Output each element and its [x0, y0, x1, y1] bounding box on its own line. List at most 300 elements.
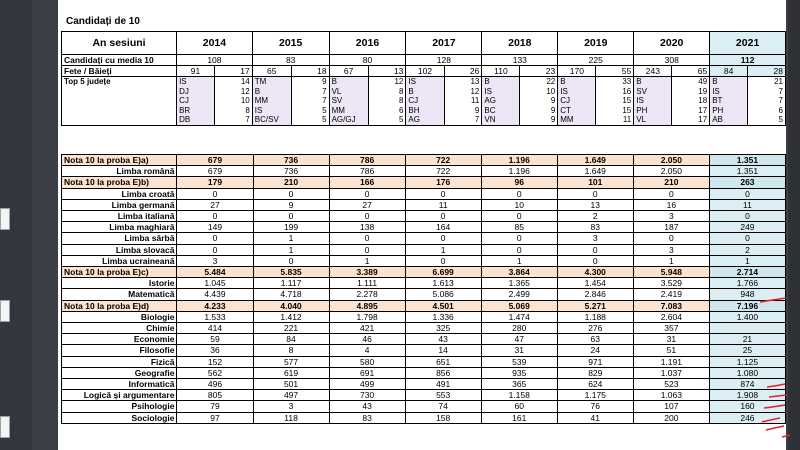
county-count: 8 — [214, 106, 252, 116]
value-cell: 496 — [177, 379, 253, 390]
girls-cell: 67 — [329, 66, 368, 77]
table-row — [62, 66, 786, 77]
subject-row — [62, 356, 786, 367]
county-count: 13 — [444, 77, 482, 87]
county-code: CJ — [406, 96, 444, 106]
value-cell: 276 — [557, 323, 633, 334]
county-code: IS — [177, 77, 215, 87]
county-count: 10 — [214, 96, 252, 106]
value-cell: 27 — [329, 199, 405, 210]
county-count: 9 — [444, 106, 482, 116]
value-cell: 2.419 — [633, 289, 709, 300]
county-count: 9 — [520, 96, 558, 106]
county-count: 15 — [596, 96, 634, 106]
subject-row — [62, 166, 786, 177]
county-count: 11 — [444, 96, 482, 106]
subject-row — [62, 401, 786, 412]
row-label: Limba slovacă — [62, 244, 177, 255]
value-cell: 1 — [481, 255, 557, 266]
value-cell: 0 — [253, 255, 329, 266]
value-cell: 9 — [253, 199, 329, 210]
value-cell: 41 — [557, 412, 633, 423]
value-cell: 1.191 — [633, 356, 709, 367]
county-count: 8 — [368, 96, 406, 106]
value-cell: 160 — [709, 401, 785, 412]
value-cell: 4.439 — [177, 289, 253, 300]
county-code: PH — [710, 106, 748, 116]
county-count: 7 — [291, 87, 329, 97]
girls-cell: 170 — [558, 66, 596, 77]
county-count: 12 — [444, 87, 482, 97]
value-cell: 1.400 — [709, 311, 785, 322]
county-code: SV — [329, 96, 368, 106]
value-cell: 3 — [633, 211, 709, 222]
value-cell: 51 — [633, 345, 709, 356]
girls-cell: 65 — [252, 66, 291, 77]
value-cell: 249 — [709, 222, 785, 233]
value-cell: 5.484 — [177, 267, 253, 278]
county-code: BH — [406, 106, 444, 116]
value-cell: 0 — [329, 211, 405, 222]
value-cell: 21 — [709, 334, 785, 345]
value-cell: 166 — [329, 177, 405, 188]
media10-cell: 80 — [329, 55, 406, 66]
value-cell: 805 — [177, 390, 253, 401]
value-cell: 730 — [329, 390, 405, 401]
value-cell: 0 — [177, 211, 253, 222]
value-cell: 8 — [253, 345, 329, 356]
value-cell: 935 — [481, 367, 557, 378]
county-code: PH — [634, 106, 672, 116]
county-code: VL — [329, 87, 368, 97]
county-count: 21 — [748, 77, 786, 87]
value-cell: 7.083 — [633, 300, 709, 311]
value-cell: 84 — [253, 334, 329, 345]
value-cell: 176 — [405, 177, 481, 188]
value-cell: 624 — [557, 379, 633, 390]
value-cell: 97 — [177, 412, 253, 423]
row-label: Limba sârbă — [62, 233, 177, 244]
county-count: 11 — [596, 115, 634, 125]
value-cell: 7.196 — [709, 300, 785, 311]
value-cell: 874 — [709, 379, 785, 390]
value-cell: 577 — [253, 356, 329, 367]
value-cell: 619 — [253, 367, 329, 378]
value-cell: 786 — [329, 166, 405, 177]
county-code: BR — [177, 106, 215, 116]
row-label: Geografie — [62, 367, 177, 378]
county-count: 16 — [596, 87, 634, 97]
county-count: 7 — [748, 87, 786, 97]
year-header: 2014 — [177, 32, 253, 55]
value-cell: 1.188 — [557, 311, 633, 322]
value-cell: 31 — [481, 345, 557, 356]
year-header: 2017 — [406, 32, 482, 55]
value-cell: 1.158 — [481, 390, 557, 401]
value-cell: 4.718 — [253, 289, 329, 300]
county-count: 12 — [214, 87, 252, 97]
value-cell: 1.649 — [557, 155, 633, 166]
county-code: DJ — [177, 87, 215, 97]
subject-row — [62, 244, 786, 255]
value-cell: 0 — [177, 233, 253, 244]
county-code: VN — [482, 115, 520, 125]
county-count: 22 — [520, 77, 558, 87]
county-count: 49 — [672, 77, 710, 87]
value-cell: 1.533 — [177, 311, 253, 322]
row-label: Limba română — [62, 166, 177, 177]
value-cell: 161 — [481, 412, 557, 423]
section-row — [62, 155, 786, 166]
value-cell: 101 — [557, 177, 633, 188]
value-cell: 1.766 — [709, 278, 785, 289]
value-cell: 6.699 — [405, 267, 481, 278]
county-code: MM — [252, 96, 291, 106]
value-cell: 3.389 — [329, 267, 405, 278]
value-cell: 421 — [329, 323, 405, 334]
value-cell: 0 — [481, 244, 557, 255]
girls-cell: 243 — [634, 66, 672, 77]
value-cell: 679 — [177, 155, 253, 166]
value-cell: 0 — [177, 244, 253, 255]
county-count: 5 — [748, 115, 786, 125]
value-cell: 1.474 — [481, 311, 557, 322]
value-cell: 0 — [557, 255, 633, 266]
value-cell: 118 — [253, 412, 329, 423]
county-count: 15 — [596, 106, 634, 116]
subject-row — [62, 255, 786, 266]
county-count: 8 — [368, 87, 406, 97]
value-cell: 0 — [329, 188, 405, 199]
value-cell: 4.895 — [329, 300, 405, 311]
section-row — [62, 300, 786, 311]
value-cell: 1 — [253, 244, 329, 255]
value-cell: 25 — [709, 345, 785, 356]
value-cell: 1.454 — [557, 278, 633, 289]
subject-row — [62, 188, 786, 199]
subject-row — [62, 278, 786, 289]
county-count: 19 — [672, 87, 710, 97]
value-cell: 0 — [557, 244, 633, 255]
value-cell: 14 — [405, 345, 481, 356]
row-label: Istorie — [62, 278, 177, 289]
boys-cell: 55 — [596, 66, 634, 77]
county-count: 10 — [520, 87, 558, 97]
value-cell: 10 — [481, 199, 557, 210]
county-code: CJ — [558, 96, 596, 106]
table-row — [62, 87, 786, 97]
year-header: 2015 — [252, 32, 329, 55]
row-label: Nota 10 la proba E)b) — [62, 177, 177, 188]
value-cell: 36 — [177, 345, 253, 356]
value-cell: 501 — [253, 379, 329, 390]
header-label: An sesiuni — [62, 32, 177, 55]
section-row — [62, 267, 786, 278]
value-cell: 1.175 — [557, 390, 633, 401]
county-code: MM — [558, 115, 596, 125]
subject-row — [62, 334, 786, 345]
value-cell: 1.336 — [405, 311, 481, 322]
value-cell: 856 — [405, 367, 481, 378]
value-cell: 5.086 — [405, 289, 481, 300]
value-cell: 0 — [253, 188, 329, 199]
value-cell: 0 — [633, 233, 709, 244]
value-cell: 83 — [557, 222, 633, 233]
subject-row — [62, 199, 786, 210]
value-cell: 0 — [481, 233, 557, 244]
value-cell: 2.278 — [329, 289, 405, 300]
value-cell: 5.948 — [633, 267, 709, 278]
value-cell: 2.846 — [557, 289, 633, 300]
nota-10-table — [61, 154, 786, 424]
value-cell: 679 — [177, 166, 253, 177]
county-code: B — [406, 87, 444, 97]
row-label: Limba maghiară — [62, 222, 177, 233]
county-count: 17 — [672, 115, 710, 125]
value-cell: 2.714 — [709, 267, 785, 278]
row-label: Logică și argumentare — [62, 390, 177, 401]
county-code: IS — [558, 87, 596, 97]
row-label: Limba germană — [62, 199, 177, 210]
subject-row — [62, 211, 786, 222]
value-cell: 79 — [177, 401, 253, 412]
value-cell: 0 — [709, 188, 785, 199]
value-cell: 1 — [329, 255, 405, 266]
media10-cell: 108 — [177, 55, 253, 66]
value-cell: 0 — [709, 211, 785, 222]
value-cell: 152 — [177, 356, 253, 367]
girls-cell: 110 — [482, 66, 520, 77]
value-cell: 3.864 — [481, 267, 557, 278]
value-cell: 971 — [557, 356, 633, 367]
value-cell: 5.835 — [253, 267, 329, 278]
value-cell: 280 — [481, 323, 557, 334]
value-cell: 499 — [329, 379, 405, 390]
value-cell: 5.069 — [481, 300, 557, 311]
county-count: 7 — [748, 96, 786, 106]
county-code: VL — [634, 115, 672, 125]
value-cell: 736 — [253, 155, 329, 166]
value-cell: 1.196 — [481, 166, 557, 177]
subject-row — [62, 345, 786, 356]
county-count: 9 — [291, 77, 329, 87]
value-cell: 691 — [329, 367, 405, 378]
value-cell: 1 — [253, 233, 329, 244]
county-code: IS — [710, 87, 748, 97]
value-cell: 1.351 — [709, 166, 785, 177]
county-code: BC — [482, 106, 520, 116]
page-thumbnails-panel — [0, 0, 32, 450]
value-cell: 491 — [405, 379, 481, 390]
row-label: Nota 10 la proba E)a) — [62, 155, 177, 166]
value-cell: 1.412 — [253, 311, 329, 322]
value-cell: 3 — [633, 244, 709, 255]
boys-cell: 26 — [444, 66, 482, 77]
row-label: Fizică — [62, 356, 177, 367]
value-cell: 138 — [329, 222, 405, 233]
value-cell: 357 — [633, 323, 709, 334]
value-cell: 96 — [481, 177, 557, 188]
county-count: 5 — [368, 115, 406, 125]
document-page — [58, 0, 786, 450]
value-cell — [709, 323, 785, 334]
summary-table — [61, 31, 786, 126]
value-cell: 786 — [329, 155, 405, 166]
value-cell: 0 — [405, 255, 481, 266]
county-code: B — [634, 77, 672, 87]
value-cell: 210 — [633, 177, 709, 188]
media10-cell: 133 — [482, 55, 558, 66]
media10-cell: 308 — [634, 55, 710, 66]
value-cell: 2.604 — [633, 311, 709, 322]
value-cell: 1.063 — [633, 390, 709, 401]
value-cell: 199 — [253, 222, 329, 233]
county-count: 9 — [520, 106, 558, 116]
row-label: Candidați cu media 10 — [62, 55, 177, 66]
media10-cell: 128 — [406, 55, 482, 66]
value-cell: 0 — [557, 188, 633, 199]
value-cell: 4 — [329, 345, 405, 356]
girls-cell: 91 — [177, 66, 215, 77]
vertical-scrollbar[interactable] — [788, 0, 800, 450]
value-cell: 4.233 — [177, 300, 253, 311]
county-code: IS — [406, 77, 444, 87]
value-cell: 63 — [557, 334, 633, 345]
value-cell: 948 — [709, 289, 785, 300]
subject-row — [62, 412, 786, 423]
year-header: 2016 — [329, 32, 406, 55]
subject-row — [62, 379, 786, 390]
row-label: Fete / Băieți — [62, 66, 177, 77]
row-label-empty — [62, 106, 177, 116]
value-cell: 722 — [405, 166, 481, 177]
girls-cell: 102 — [406, 66, 444, 77]
subject-row — [62, 233, 786, 244]
boys-cell: 17 — [214, 66, 252, 77]
value-cell: 0 — [405, 188, 481, 199]
value-cell: 2 — [709, 244, 785, 255]
value-cell: 46 — [329, 334, 405, 345]
girls-cell: 84 — [710, 66, 748, 77]
page-thumbnail[interactable] — [0, 300, 10, 322]
value-cell: 1.613 — [405, 278, 481, 289]
value-cell: 0 — [481, 211, 557, 222]
subject-row — [62, 323, 786, 334]
value-cell: 736 — [253, 166, 329, 177]
value-cell: 365 — [481, 379, 557, 390]
row-label: Filosofie — [62, 345, 177, 356]
value-cell: 0 — [405, 233, 481, 244]
value-cell: 4.501 — [405, 300, 481, 311]
county-count: 33 — [596, 77, 634, 87]
county-code: AG — [482, 96, 520, 106]
value-cell: 4.300 — [557, 267, 633, 278]
media10-cell: 225 — [558, 55, 634, 66]
county-code: CT — [558, 106, 596, 116]
value-cell: 47 — [481, 334, 557, 345]
page-thumbnail[interactable] — [0, 208, 10, 230]
value-cell: 210 — [253, 177, 329, 188]
table-row — [62, 55, 786, 66]
row-label: Psihologie — [62, 401, 177, 412]
year-header: 2021 — [710, 32, 786, 55]
county-code: BT — [710, 96, 748, 106]
year-header: 2019 — [558, 32, 634, 55]
boys-cell: 18 — [291, 66, 329, 77]
value-cell: 107 — [633, 401, 709, 412]
county-code: AG — [406, 115, 444, 125]
value-cell: 5.271 — [557, 300, 633, 311]
subject-row — [62, 289, 786, 300]
value-cell: 1.080 — [709, 367, 785, 378]
county-code: IS — [252, 106, 291, 116]
value-cell: 43 — [405, 334, 481, 345]
row-label: Economie — [62, 334, 177, 345]
county-count: 18 — [672, 96, 710, 106]
county-code: TM — [252, 77, 291, 87]
year-header: 2018 — [482, 32, 558, 55]
row-label: Nota 10 la proba E)c) — [62, 267, 177, 278]
table-row — [62, 106, 786, 116]
value-cell: 2.050 — [633, 155, 709, 166]
value-cell: 200 — [633, 412, 709, 423]
value-cell: 1.045 — [177, 278, 253, 289]
value-cell: 24 — [557, 345, 633, 356]
value-cell: 76 — [557, 401, 633, 412]
value-cell: 0 — [329, 244, 405, 255]
value-cell: 1.649 — [557, 166, 633, 177]
value-cell: 3 — [177, 255, 253, 266]
county-code: DB — [177, 115, 215, 125]
value-cell: 1.351 — [709, 155, 785, 166]
value-cell: 0 — [329, 233, 405, 244]
county-code: B — [558, 77, 596, 87]
row-label: Nota 10 la proba E)d) — [62, 300, 177, 311]
value-cell: 3 — [253, 401, 329, 412]
county-count: 6 — [748, 106, 786, 116]
row-label: Chimie — [62, 323, 177, 334]
row-label: Informatică — [62, 379, 177, 390]
value-cell: 164 — [405, 222, 481, 233]
county-code: AB — [710, 115, 748, 125]
county-count: 12 — [368, 77, 406, 87]
row-label: Limba ucraineană — [62, 255, 177, 266]
row-label: Matematică — [62, 289, 177, 300]
row-label: Top 5 județe — [62, 77, 177, 87]
row-label: Limba italiană — [62, 211, 177, 222]
row-label: Biologie — [62, 311, 177, 322]
value-cell: 221 — [253, 323, 329, 334]
value-cell: 325 — [405, 323, 481, 334]
county-code: B — [252, 87, 291, 97]
county-count: 9 — [520, 115, 558, 125]
value-cell: 59 — [177, 334, 253, 345]
county-code: MM — [329, 106, 368, 116]
page-thumbnail[interactable] — [0, 416, 10, 438]
value-cell: 60 — [481, 401, 557, 412]
value-cell: 523 — [633, 379, 709, 390]
value-cell: 651 — [405, 356, 481, 367]
value-cell: 3 — [557, 233, 633, 244]
table-row — [62, 115, 786, 125]
value-cell: 3.529 — [633, 278, 709, 289]
value-cell: 74 — [405, 401, 481, 412]
media10-cell: 83 — [252, 55, 329, 66]
county-count: 5 — [291, 106, 329, 116]
value-cell: 1.908 — [709, 390, 785, 401]
value-cell: 187 — [633, 222, 709, 233]
value-cell: 13 — [557, 199, 633, 210]
